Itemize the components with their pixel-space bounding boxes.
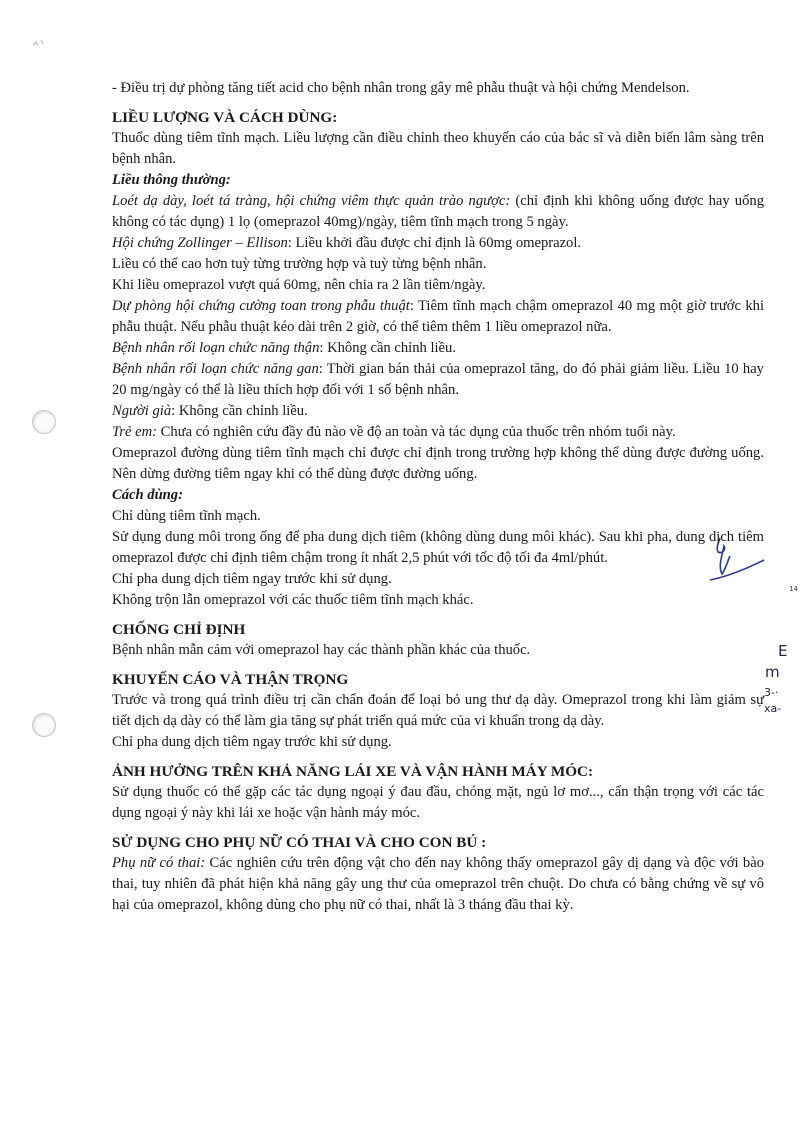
subheading-usual-dose: Liều thông thường:: [112, 172, 231, 188]
paragraph: Bệnh nhân mẫn cảm với omeprazol hay các thành phần khác của thuốc.: [112, 642, 531, 658]
text: : Không cần chỉnh liều.: [319, 340, 456, 356]
text: Chưa có nghiên cứu đầy đủ nào về độ an toàn và tác dụng của thuốc trên nhóm tuổi này.: [157, 424, 676, 440]
paragraph: [112, 296, 764, 338]
section-heading-warnings: KHUYẾN CÁO VÀ THẬN TRỌNG: [112, 671, 349, 688]
document-body: [112, 78, 764, 916]
emphasis: Bệnh nhân rối loạn chức năng gan: [112, 361, 319, 377]
margin-mark: xa-: [764, 702, 782, 715]
paragraph: [112, 401, 764, 422]
margin-mark: m: [765, 663, 780, 681]
paragraph: Chỉ pha dung dịch tiêm ngay trước khi sử dụng.: [112, 734, 392, 750]
margin-mark: 3-·: [764, 686, 779, 699]
paragraph: [112, 422, 764, 443]
margin-mark: 14: [789, 585, 798, 593]
paragraph: [112, 191, 764, 233]
emphasis: Hội chứng Zollinger – Ellison: [112, 235, 288, 251]
text: : Tiêm tĩnh mạch chậm omeprazol 40 mg một giờ trước khi phẫu thuật. Nếu phẫu thuật kéo dài trên 2 giờ, có thể tiêm thêm 1 liều omeprazol nữa.: [112, 298, 765, 335]
paragraph: Omeprazol đường dùng tiêm tĩnh mạch chỉ được chỉ định trong trường hợp không thể dùng được đường uống. Nên dừng đường tiêm ngay khi có thể dùng được đường uống.: [112, 445, 764, 482]
paragraph: [112, 233, 764, 254]
margin-mark: E: [778, 642, 788, 660]
paragraph: Trước và trong quá trình điều trị cần chẩn đoán để loại bỏ ung thư dạ dày. Omeprazol trong khi làm giảm sự tiết dịch dạ dày có thể làm gia tăng sự phát triển quá mức của vi khuẩn trong dạ dày.: [112, 692, 764, 729]
emphasis: Dự phòng hội chứng cường toan trong phẫu thuật: [112, 298, 410, 314]
paragraph: Thuốc dùng tiêm tĩnh mạch. Liều lượng cần điều chỉnh theo khuyến cáo của bác sĩ và diễn biến lâm sàng trên bệnh nhân.: [112, 130, 764, 167]
binder-hole-top: [32, 410, 56, 434]
text: (chỉ định khi không uống được hay uống không có tác dụng) 1 lọ (omeprazol 40mg)/ngày, tiêm tĩnh mạch trong 5 ngày.: [112, 193, 764, 230]
paragraph: Sử dụng dung môi trong ống để pha dung dịch tiêm (không dùng dung môi khác). Sau khi pha, dung dịch tiêm omeprazol được chỉ định tiêm chậm trong ít nhất 2,5 phút với tốc độ tối đa 4ml/phút.: [112, 529, 764, 566]
paragraph: Khi liều omeprazol vượt quá 60mg, nên chia ra 2 lần tiêm/ngày.: [112, 277, 486, 293]
paragraph: Sử dụng thuốc có thể gặp các tác dụng ngoại ý đau đầu, chóng mặt, ngủ lơ mơ..., cẩn thận trọng với các tác dụng ngoại ý này khi lái xe hoặc vận hành máy móc.: [112, 784, 764, 821]
paragraph: [112, 853, 764, 916]
paragraph: [112, 359, 764, 401]
paragraph: Không trộn lẫn omeprazol với các thuốc tiêm tĩnh mạch khác.: [112, 592, 474, 608]
section-heading-driving: ẢNH HƯỞNG TRÊN KHẢ NĂNG LÁI XE VÀ VẬN HÀNH MÁY MÓC:: [112, 763, 594, 780]
emphasis: Người già: [112, 403, 172, 419]
text: : Không cần chỉnh liều.: [171, 403, 308, 419]
emphasis: Trẻ em:: [112, 424, 157, 440]
text: : Liều khởi đầu được chỉ định là 60mg omeprazol.: [287, 235, 582, 251]
paragraph: Chỉ pha dung dịch tiêm ngay trước khi sử dụng.: [112, 571, 392, 587]
section-heading-dosage: LIỀU LƯỢNG VÀ CÁCH DÙNG:: [112, 109, 338, 126]
binder-hole-bottom: [32, 713, 56, 737]
subheading-usage: Cách dùng:: [112, 487, 183, 503]
emphasis: Phụ nữ có thai:: [112, 855, 206, 871]
section-heading-contraindications: CHỐNG CHỈ ĐỊNH: [112, 621, 246, 638]
paragraph: [112, 338, 764, 359]
paragraph: Liều có thể cao hơn tuỳ từng trường hợp và tuỳ từng bệnh nhân.: [112, 256, 487, 272]
emphasis: Bệnh nhân rối loạn chức năng thận: [112, 340, 320, 356]
emphasis: Loét dạ dày, loét tá tràng, hội chứng viêm thực quản trào ngược:: [112, 193, 511, 209]
text: : Thời gian bán thải của omeprazol tăng, do đó phải giảm liều. Liều 10 hay 20 mg/ngày có thể là liều thích hợp đối với 1 số bệnh nhân.: [112, 361, 764, 398]
corner-scribble: [30, 36, 50, 55]
section-heading-pregnancy: SỬ DỤNG CHO PHỤ NỮ CÓ THAI VÀ CHO CON BÚ :: [112, 834, 487, 851]
text: Các nghiên cứu trên động vật cho đến nay không thấy omeprazol gây dị dạng và độc với bào thai, tuy nhiên đã phát hiện khả năng gây ung thư của omeprazol trên chuột. Do chưa có bằng chứng về sự vô hại của omeprazol, không dùng cho phụ nữ có thai, nhất là 3 tháng đầu thai kỳ.: [112, 855, 764, 913]
paragraph: - Điều trị dự phòng tăng tiết acid cho bệnh nhân trong gây mê phẫu thuật và hội chứng Mendelson.: [112, 80, 690, 96]
paragraph: Chỉ dùng tiêm tĩnh mạch.: [112, 508, 261, 524]
